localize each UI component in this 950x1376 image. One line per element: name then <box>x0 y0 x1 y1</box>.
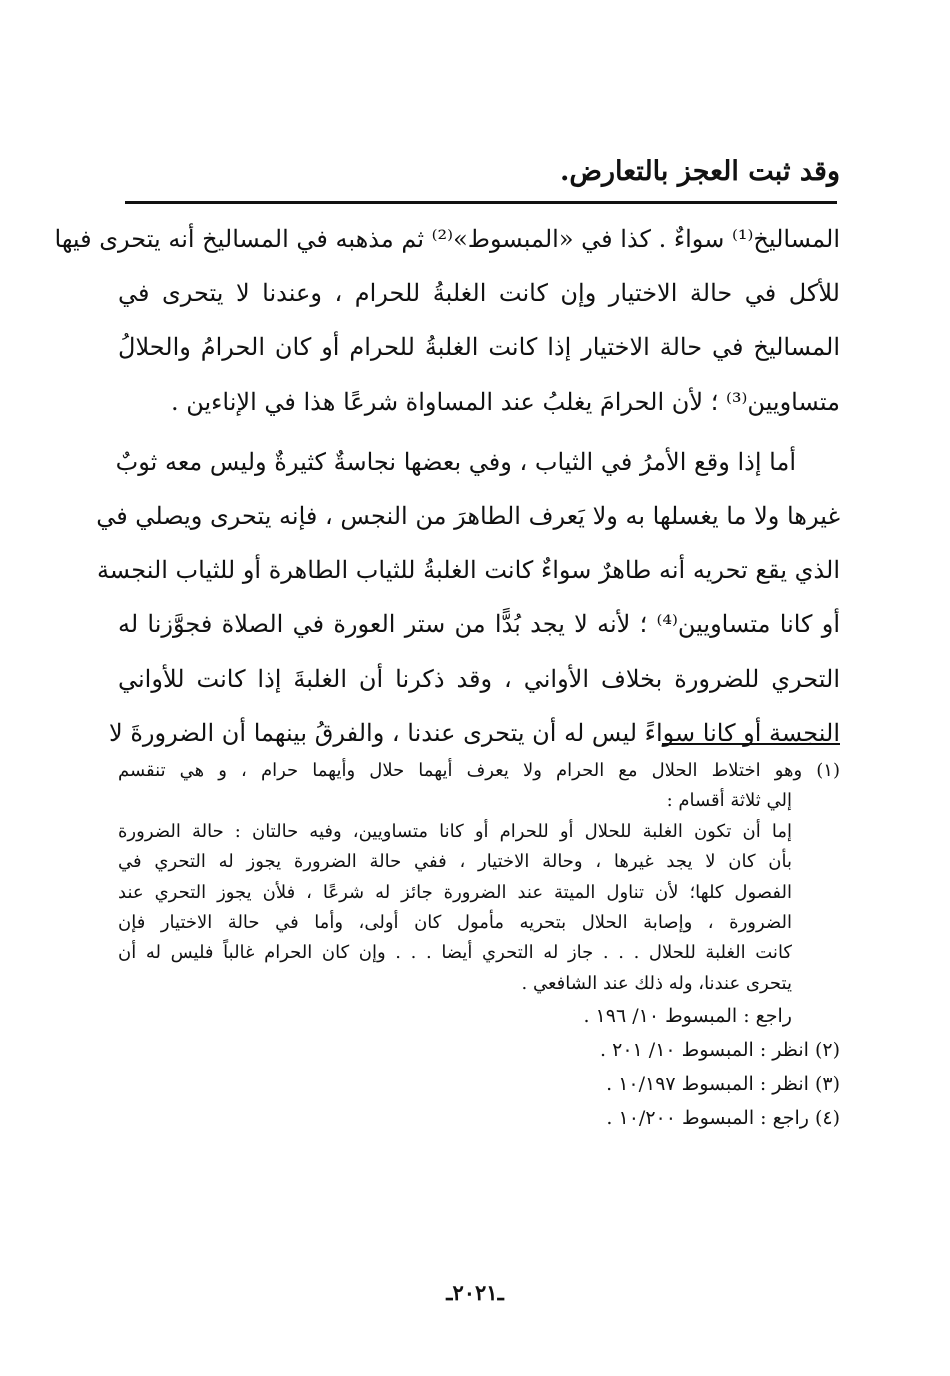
main-text <box>54 212 840 760</box>
footnote-1-line: بأن كان لا يجد غيرها ، وحالة الاختيار ، ففي حالة الضرورة يجوز له التحري في <box>118 851 792 873</box>
body-line: للأكل في حالة الاختيار وإن كانت الغلبةُ للحرام ، وعندنا لا يتحرى في <box>118 279 840 308</box>
body-line: المساليخ⁽¹⁾ سواءٌ . كذا في «المبسوط»⁽²⁾ ثم مذهبه في المساليخ أنه يتحرى فيها <box>54 225 840 253</box>
page-number: ـ٢٠٢١ـ <box>446 1280 504 1305</box>
footnote-1-line: يتحرى عندنا، وله ذلك عند الشافعي . <box>521 972 792 994</box>
footnote-3: (٣) انظر : المبسوط ١٠/١٩٧ . <box>606 1073 840 1096</box>
footnote-4: (٤) راجع : المبسوط ١٠/٢٠٠ . <box>606 1107 840 1130</box>
footnote-1-line: الضرورة ، وإصابة الحلال بتحريه مأمول كان أولى، وأما في حالة الاختيار فإن <box>118 911 792 933</box>
body-line: أما إذا وقع الأمرُ في الثياب ، وفي بعضها نجاسةٌ كثيرةٌ وليس معه ثوبٌ <box>115 447 796 476</box>
body-line: غيرها ولا ما يغسلها به ولا يَعرف الطاهرَ من النجس ، فإنه يتحرى ويصلي في <box>96 501 840 530</box>
body-line: متساويين⁽³⁾ ؛ لأن الحرامَ يغلبُ عند المساواة شرعًا هذا في الإناءين . <box>170 387 840 416</box>
running-header: وقد ثبت العجز بالتعارض. <box>559 156 840 187</box>
footnote-2: (٢) انظر : المبسوط ١٠/ ٢٠١ . <box>600 1039 840 1062</box>
footnote-1-reference: راجع : المبسوط ١٠/ ١٩٦ . <box>583 1005 792 1028</box>
footnote-divider <box>662 743 840 745</box>
footnote-1-line: (١) وهو اختلاط الحلال مع الحرام ولا يعرف أيهما حلال وأيهما حرام ، و هي تنقسم <box>118 760 840 781</box>
body-line: المساليخ في حالة الاختيار إذا كانت الغلبةُ للحرام أو كان الحرامُ والحلالُ <box>118 333 840 362</box>
footnotes <box>118 756 840 1135</box>
header-divider <box>125 201 837 204</box>
footnote-1-line: إما أن تكون الغلبة للحلال أو للحرام أو كانا متساويين، وفيه حالتان : حالة الضرورة <box>118 820 792 842</box>
footnote-1-line: الفصول كلها؛ لأن تناول الميتة عند الضرورة جائز له شرعًا ، فلأن يجوز التحري عند <box>118 881 792 903</box>
body-line: النجسة أو كانا سواءً ليس له أن يتحرى عندنا ، والفرقُ بينهما أن الضرورةَ لا <box>109 718 840 747</box>
body-line: التحري للضرورة بخلاف الأواني ، وقد ذكرنا أن الغلبةَ إذا كانت للأواني <box>118 664 840 693</box>
body-line: أو كانا متساويين⁽⁴⁾ ؛ لأنه لا يجد بُدًّا من ستر العورة في الصلاة فجوَّزنا له <box>118 610 840 639</box>
footnote-1-line: كانت الغلبة للحلال . . . جاز له التحري أيضا . . . وإن كان الحرام غالباً فليس له أن <box>118 942 792 964</box>
body-line: الذي يقع تحريه أنه طاهرٌ سواءٌ كانت الغلبةُ للثياب الطاهرة أو للثياب النجسة <box>96 556 840 585</box>
footnote-1-line: إلي ثلاثة أقسام : <box>666 790 792 812</box>
